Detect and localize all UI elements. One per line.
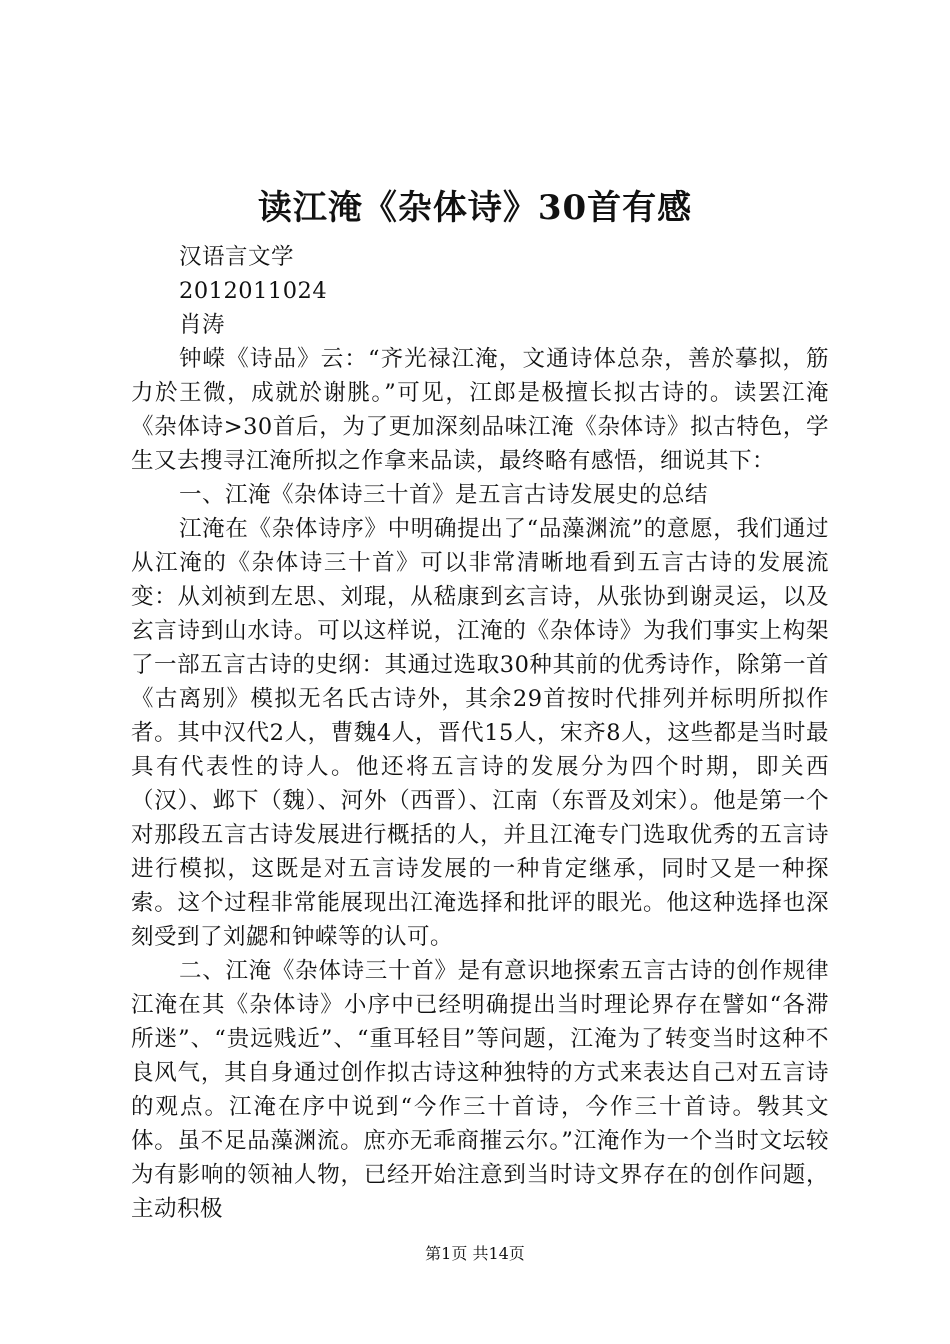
- major-line: 汉语言文学: [179, 244, 295, 270]
- page-footer: 第1页 共14页: [425, 1244, 525, 1263]
- section-heading-1: 一、江淹《杂体诗三十首》是五言古诗发展史的总结: [179, 482, 709, 508]
- student-id-line: 2012011024: [179, 278, 328, 304]
- document-body: [131, 208, 829, 1226]
- paragraph-section-2: 二、江淹《杂体诗三十首》是有意识地探索五言古诗的创作规律江淹在其《杂体诗》小序中已经明确提出当时理论界存在譬如“各滞所迷”、“贵远贱近”、“重耳轻目”等问题，江淹为了转变当时这种不良风气，其自身通过创作拟古诗这种独特的方式来表达自己对五言诗的观点。江淹在序中说到“今作三十首诗，今作三十首诗。斅其文体。虽不足品藻渊流。庶亦无乖商摧云尔。”江淹作为一个当时文坛较为有影响的领袖人物，已经开始注意到当时诗文界存在的创作问题，主动积极: [131, 958, 829, 1222]
- author-line: 肖涛: [179, 312, 226, 338]
- document-title: 读江淹《杂体诗》30首有感: [257, 188, 693, 228]
- paragraph-intro: 钟嵘《诗品》云：“齐光禄江淹，文通诗体总杂，善於摹拟，筋力於王微，成就於谢朓。”可见，江郎是极擅长拟古诗的。读罢江淹《杂体诗>30首后，为了更加深刻品味江淹《杂体诗》拟古特色，学生又去搜寻江淹所拟之作拿来品读，最终略有感悟，细说其下：: [131, 346, 829, 474]
- paragraph-section-1: 江淹在《杂体诗序》中明确提出了“品藻渊流”的意愿，我们通过从江淹的《杂体诗三十首》可以非常清晰地看到五言古诗的发展流变：从刘祯到左思、刘琨，从嵇康到玄言诗，从张协到谢灵运，以及玄言诗到山水诗。可以这样说，江淹的《杂体诗》为我们事实上构架了一部五言古诗的史纲：其通过选取30种其前的优秀诗作，除第一首《古离别》模拟无名氏古诗外，其余29首按时代排列并标明所拟作者。其中汉代2人，曹魏4人，晋代15人，宋齐8人，这些都是当时最具有代表性的诗人。他还将五言诗的发展分为四个时期，即关西（汉）、邺下（魏）、河外（西晋）、江南（东晋及刘宋）。他是第一个对那段五言古诗发展进行概括的人，并且江淹专门选取优秀的五言诗进行模拟，这既是对五言诗发展的一种肯定继承，同时又是一种探索。这个过程非常能展现出江淹选择和批评的眼光。他这种选择也深刻受到了刘勰和钟嵘等的认可。: [131, 516, 829, 950]
- title-spacer: [131, 208, 829, 240]
